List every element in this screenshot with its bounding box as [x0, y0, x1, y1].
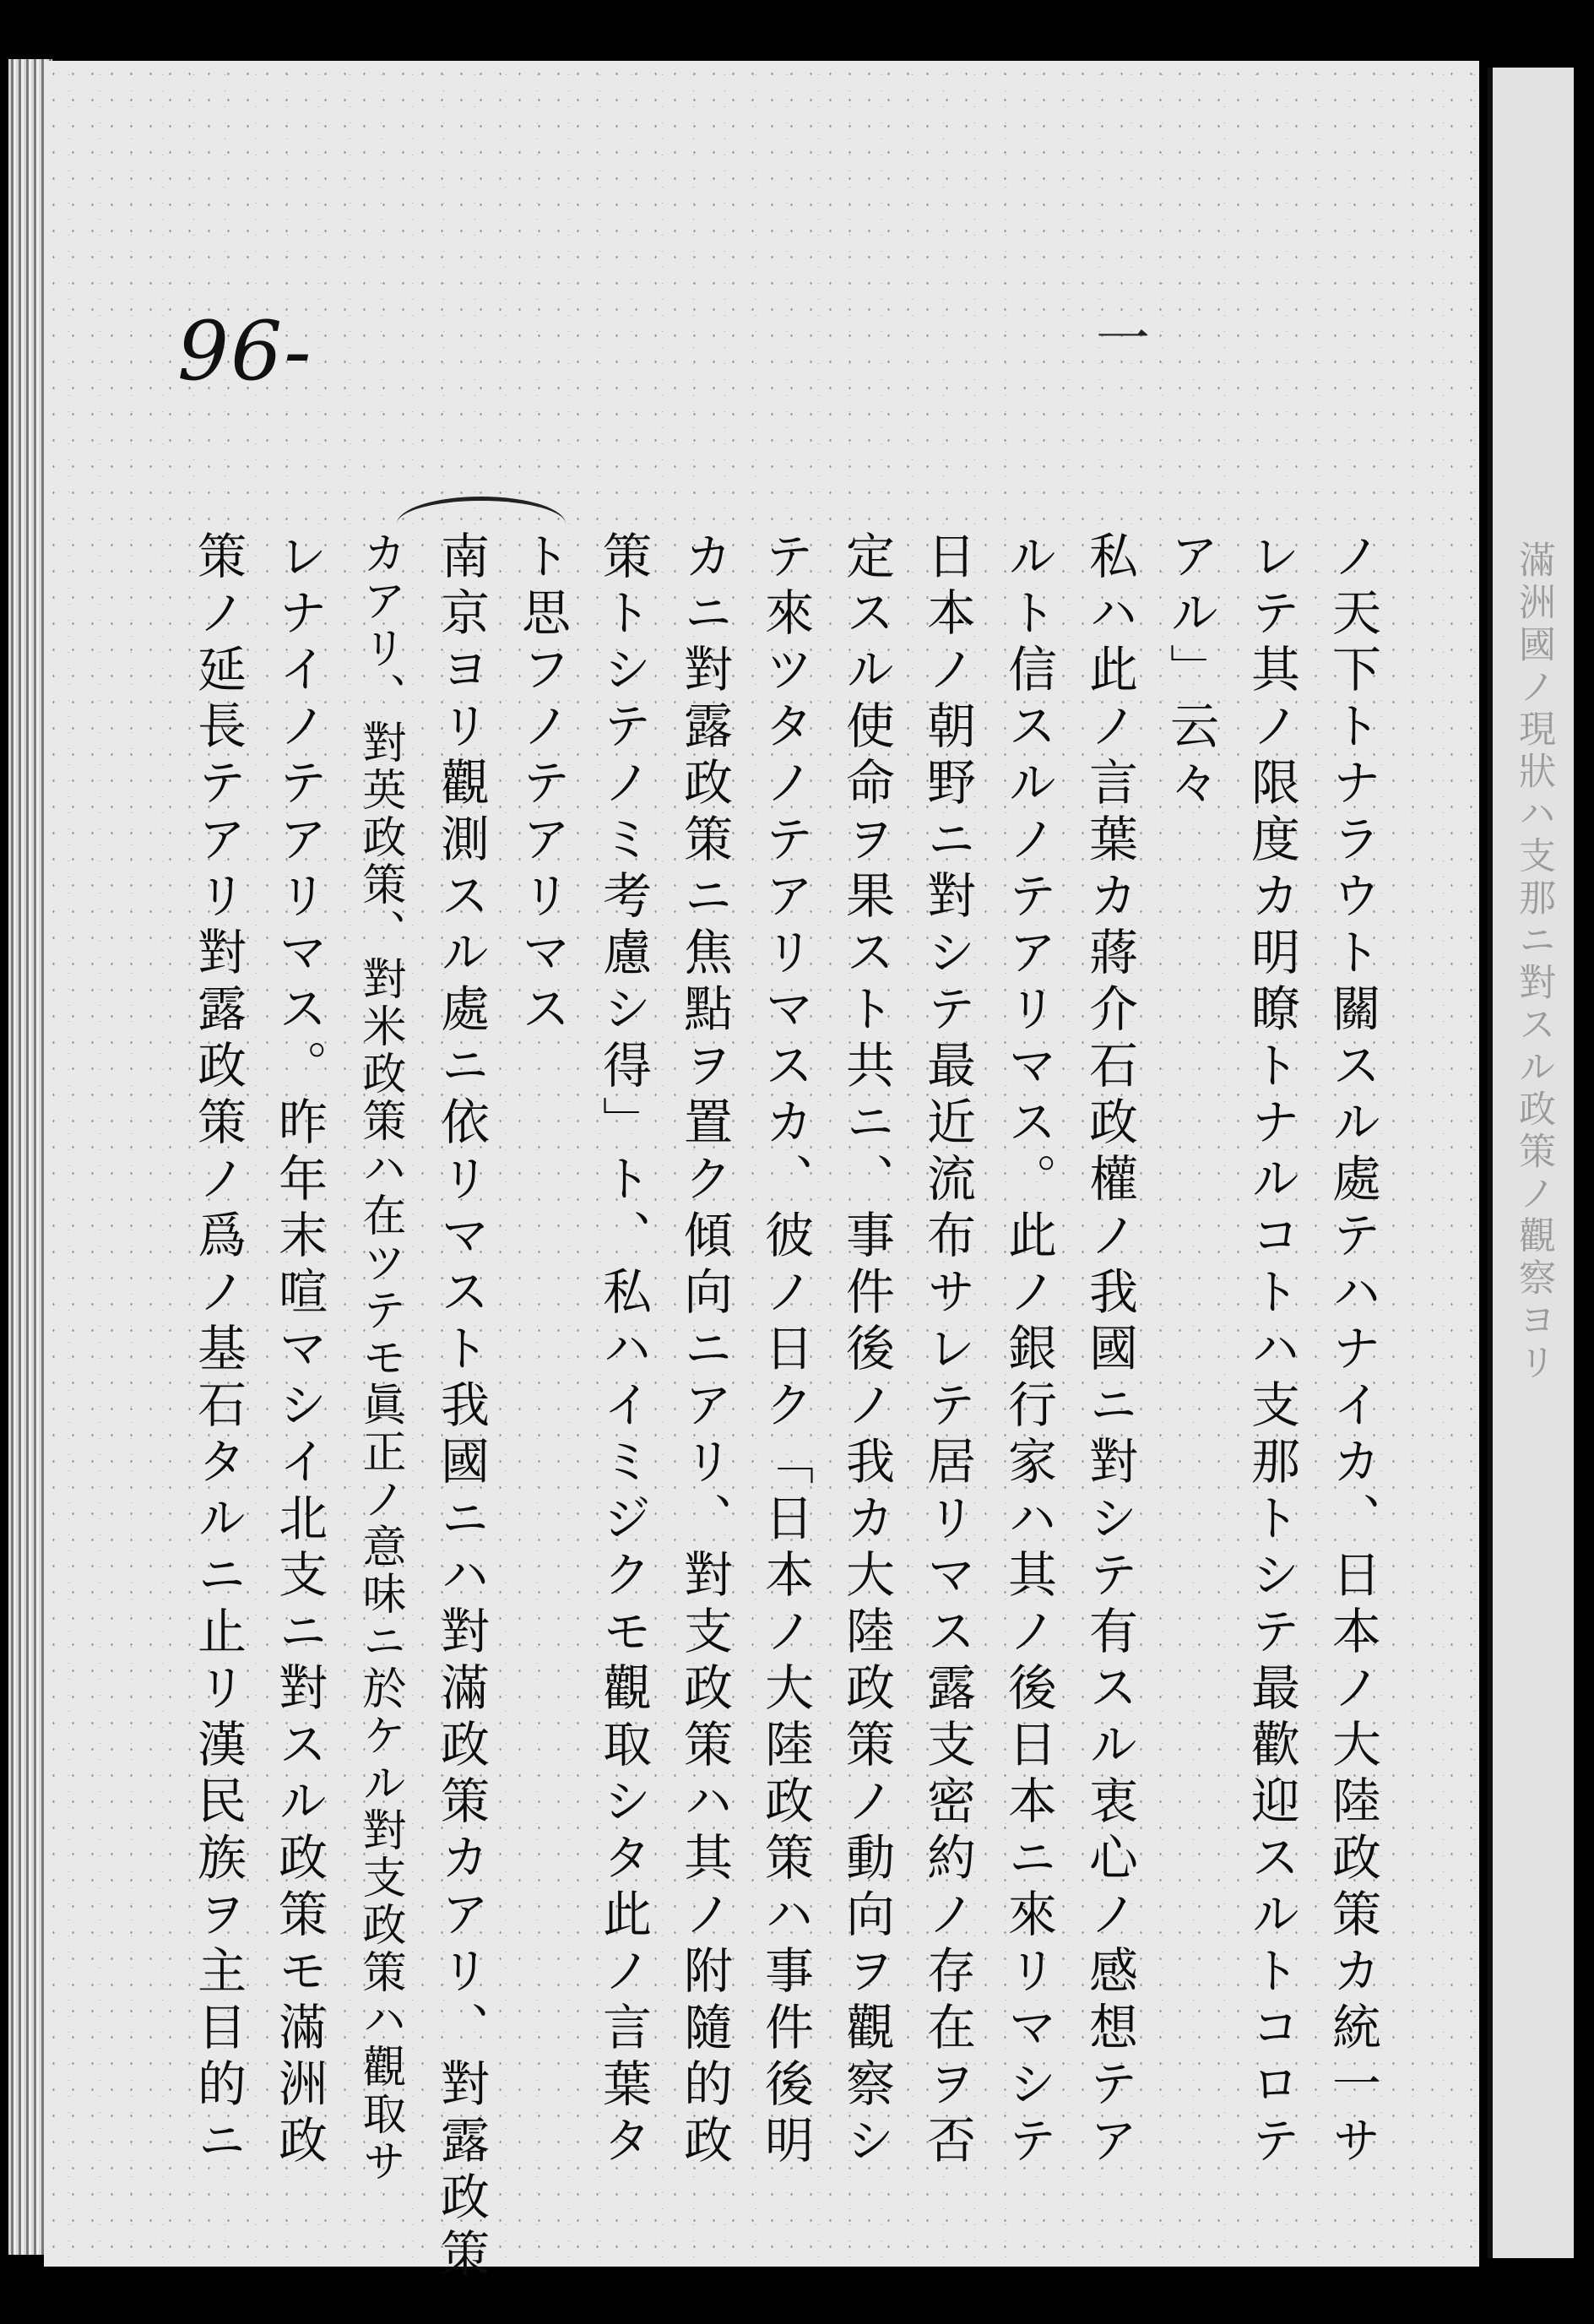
- text-column: ト思フノテアリマス: [513, 530, 571, 1040]
- text-column: カニ對露政策ニ焦點ヲ置ク傾向ニアリ、對支政策ハ其ノ附隨的政: [675, 530, 733, 2171]
- vertical-body-text: [189, 530, 1393, 2284]
- text-column: アル」云々: [1162, 530, 1219, 813]
- text-column: 私ハ此ノ言葉カ蔣介石政權ノ我國ニ對シテ有スル衷心ノ感想テア: [1081, 530, 1138, 2171]
- text-column: 策ノ延長テアリ對露政策ノ爲ノ基石タルニ止リ漢民族ヲ主目的ニ: [189, 530, 247, 2171]
- text-column: レテ其ノ限度カ明瞭トナルコトハ支那トシテ最歡迎スルトコロテ: [1243, 530, 1300, 2171]
- adjacent-page-text: 滿洲國ノ現狀ハ支那ニ對スル政策ノ觀察ヨリ: [1512, 540, 1555, 1385]
- text-column-annotated: カアリ、對英政策、對米政策ハ在ツテモ眞正ノ意味ニ於ケル對支政策ハ觀取サ: [355, 530, 405, 2186]
- text-column: テ來ツタノテアリマスカ、彼ノ日ク「日本ノ大陸政策ハ事件後明: [756, 530, 814, 2171]
- text-column: レナイノテアリマス。昨年末喧マシイ北支ニ對スル政策モ滿洲政: [270, 530, 328, 2171]
- text-column: 南京ヨリ觀測スル處ニ依リマスト我國ニハ對滿政策カアリ、對露政策: [432, 530, 490, 2284]
- handwritten-page-number: 96-: [177, 304, 313, 399]
- text-column: ルト信スルノテアリマス。此ノ銀行家ハ其ノ後日本ニ來リマシテ: [1000, 530, 1057, 2171]
- text-column: 日本ノ朝野ニ對シテ最近流布サレテ居リマス露支密約ノ存在ヲ否: [919, 530, 976, 2171]
- text-column: ノ天下トナラウト關スル處テハナイカ、日本ノ大陸政策カ統一サ: [1324, 530, 1381, 2171]
- text-column: 策トシテノミ考慮シ得」ト、私ハイミジクモ觀取シタ此ノ言葉タ: [594, 530, 652, 2171]
- text-column: 定スル使命ヲ果スト共ニ、事件後ノ我カ大陸政策ノ動向ヲ觀察シ: [838, 530, 895, 2171]
- corner-mark: 一: [1096, 308, 1150, 371]
